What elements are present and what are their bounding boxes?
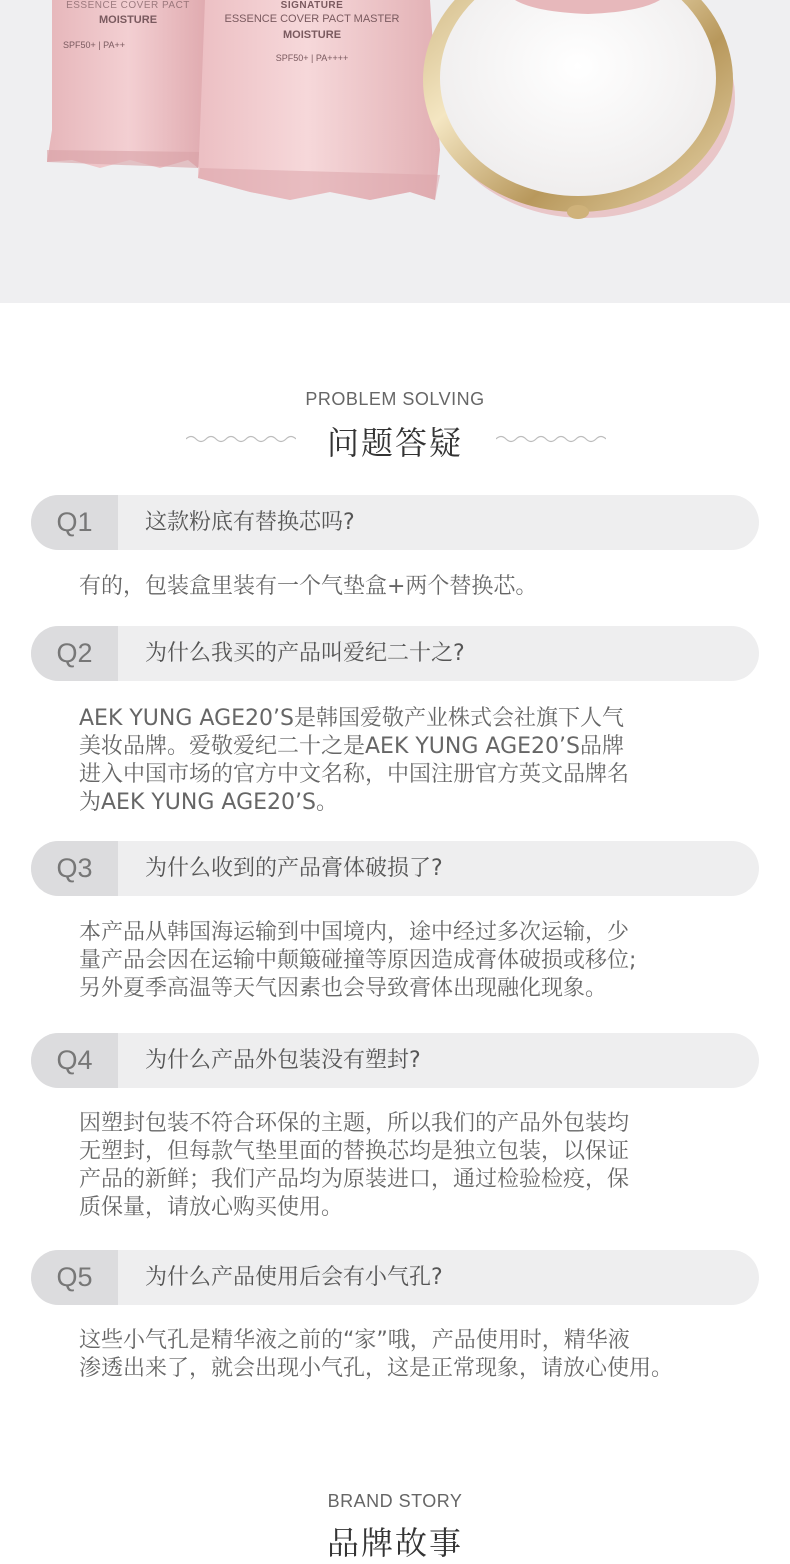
question-tag: Q2: [31, 626, 118, 681]
brand-section-title-en: BRAND STORY: [327, 1491, 463, 1511]
question-tag: Q1: [31, 495, 118, 550]
question-text: 这款粉底有替换芯吗?: [145, 510, 355, 535]
front-pouch-label: SIGNATURE ESSENCE COVER PACT MASTER MOISTURE SPF50+ | PA++++: [224, 0, 400, 63]
product-hero-image: [0, 0, 790, 303]
question-bar-q4: [31, 1033, 759, 1088]
question-bar-q3: [31, 841, 759, 896]
answer-text-q4: 因塑封包装不符合环保的主题，所以我们的产品外包装均 无塑封，但每款气垫里面的替换芯均是独立包装，以保证 产品的新鲜；我们产品均为原装进口，通过检验检疫，保 质保量，请放心购买使用。: [79, 1111, 630, 1220]
back-pouch-label: ESSENCE COVER PACT MOISTURE SPF50+ | PA++: [63, 0, 190, 50]
section-title-en: PROBLEM SOLVING: [305, 389, 485, 409]
answer-text-q3: 本产品从韩国海运输到中国境内，途中经过多次运输，少 量产品会因在运输中颠簸碰撞等原因造成膏体破损或移位; 另外夏季高温等天气因素也会导致膏体出现融化现象。: [79, 920, 637, 1001]
question-text: 为什么产品使用后会有小气孔?: [145, 1265, 443, 1290]
question-text: 为什么我买的产品叫爱纪二十之?: [145, 641, 465, 666]
question-text: 为什么收到的产品膏体破损了?: [145, 856, 443, 881]
brand-section-title-cn: 品牌故事: [326, 1524, 463, 1562]
section-title-cn: 问题答疑: [326, 424, 463, 462]
decorative-wave-right: [496, 434, 606, 444]
question-bar-q5: [31, 1250, 759, 1305]
question-text: 为什么产品外包装没有塑封?: [145, 1048, 421, 1073]
question-tag: Q4: [31, 1033, 118, 1088]
question-bar-q1: [31, 495, 759, 550]
question-tag: Q3: [31, 841, 118, 896]
answer-text-q5: 这些小气孔是精华液之前的“家”哦，产品使用时，精华液 渗透出来了，就会出现小气孔，这是正常现象，请放心使用。: [79, 1328, 674, 1381]
question-bar-q2: [31, 626, 759, 681]
question-tag: Q5: [31, 1250, 118, 1305]
answer-text-q2: AEK YUNG AGE20’S是韩国爱敬产业株式会社旗下人气 美妆品牌。爱敬爱纪二十之是AEK YUNG AGE20’S品牌 进入中国市场的官方中文名称，中国注册官方英文品牌名 为AEK YUNG AGE20’S。: [79, 706, 630, 815]
answer-text-q1: 有的，包装盒里装有一个气垫盒+两个替换芯。: [79, 574, 538, 599]
